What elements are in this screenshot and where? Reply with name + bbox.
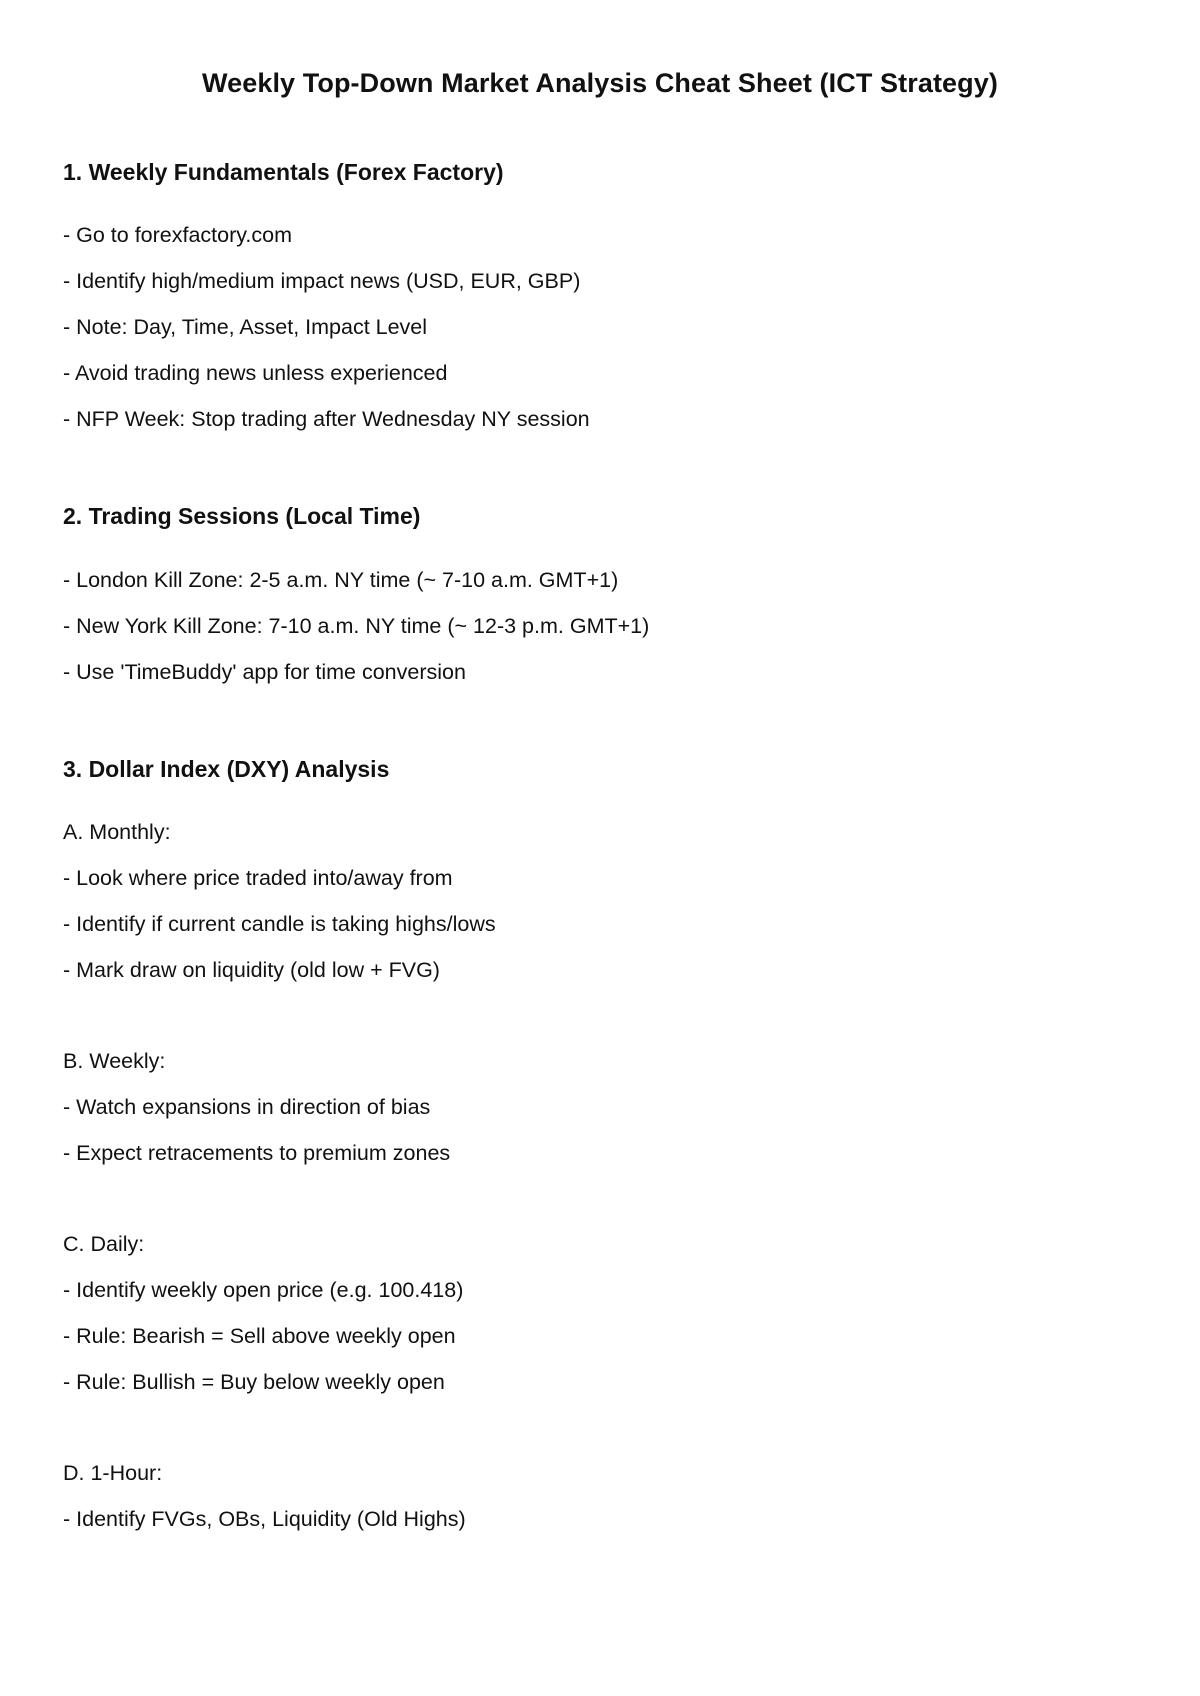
list-item: - Identify FVGs, OBs, Liquidity (Old Highs) xyxy=(63,1507,466,1531)
list-item: - Identify high/medium impact news (USD, EUR, GBP) xyxy=(63,269,581,293)
list-item: - Mark draw on liquidity (old low + FVG) xyxy=(63,958,440,982)
list-item: - Look where price traded into/away from xyxy=(63,866,453,890)
section-heading-dxy: 3. Dollar Index (DXY) Analysis xyxy=(63,756,390,782)
list-item: - Rule: Bearish = Sell above weekly open xyxy=(63,1324,456,1348)
list-item: - New York Kill Zone: 7-10 a.m. NY time (~ 12-3 p.m. GMT+1) xyxy=(63,614,650,638)
list-item: - Identify if current candle is taking highs/lows xyxy=(63,912,496,936)
subsection-label-weekly: B. Weekly: xyxy=(63,1049,166,1073)
section-heading-fundamentals: 1. Weekly Fundamentals (Forex Factory) xyxy=(63,159,504,185)
list-item: - Note: Day, Time, Asset, Impact Level xyxy=(63,315,428,339)
section-heading-sessions: 2. Trading Sessions (Local Time) xyxy=(63,503,421,529)
list-item: - Watch expansions in direction of bias xyxy=(63,1095,431,1119)
list-item: - Go to forexfactory.com xyxy=(63,223,293,247)
list-item: - Use 'TimeBuddy' app for time conversion xyxy=(63,660,466,684)
list-item: - Avoid trading news unless experienced xyxy=(63,361,448,385)
list-item: - Rule: Bullish = Buy below weekly open xyxy=(63,1370,445,1394)
document-title: Weekly Top-Down Market Analysis Cheat Sheet (ICT Strategy) xyxy=(202,68,998,98)
subsection-label-daily: C. Daily: xyxy=(63,1232,145,1256)
subsection-label-hourly: D. 1-Hour: xyxy=(63,1461,163,1485)
list-item: - Identify weekly open price (e.g. 100.418) xyxy=(63,1278,464,1302)
list-item: - NFP Week: Stop trading after Wednesday NY session xyxy=(63,407,590,431)
list-item: - Expect retracements to premium zones xyxy=(63,1141,451,1165)
subsection-label-monthly: A. Monthly: xyxy=(63,820,171,844)
list-item: - London Kill Zone: 2-5 a.m. NY time (~ 7-10 a.m. GMT+1) xyxy=(63,568,619,592)
